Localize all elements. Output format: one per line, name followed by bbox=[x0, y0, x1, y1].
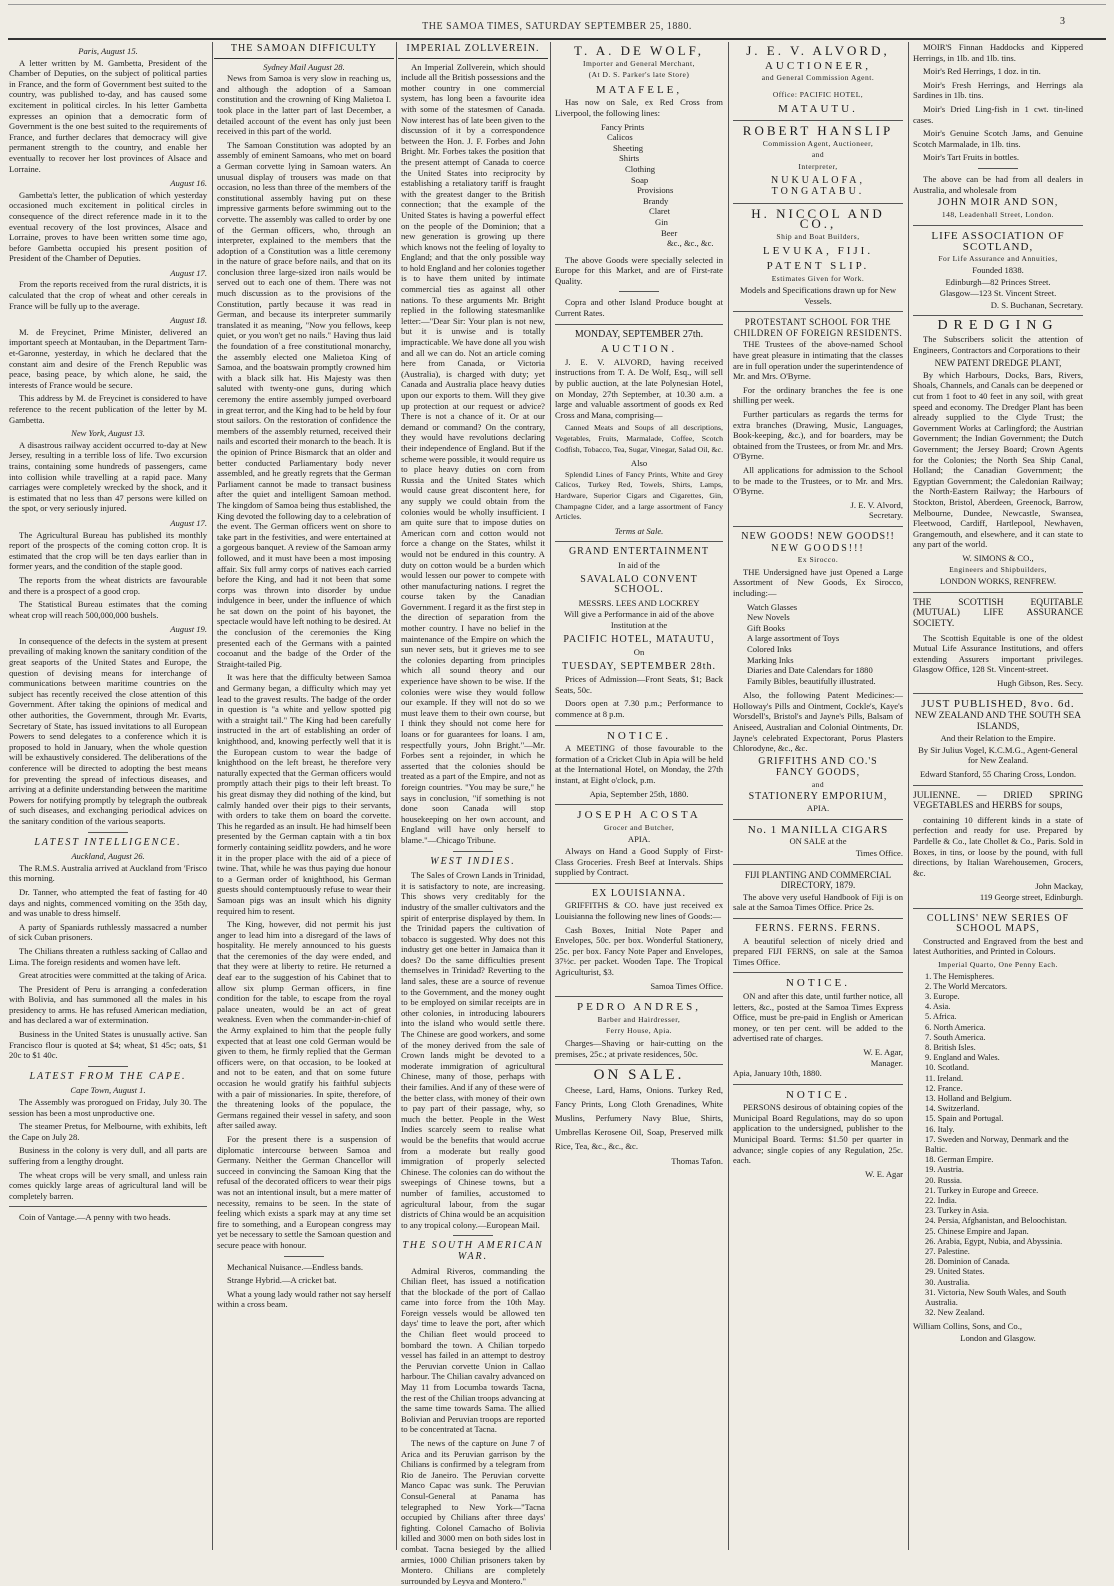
ad-text: Charges—Shaving or hair-cutting on the premises, 25c.; at private residences, 50c. bbox=[555, 1037, 723, 1059]
ad-text: J. E. V. ALVORD, having received instructions from T. A. De Wolf, Esq., will sell by public auction, at the late Polynesian Hotel, on Monday, 27th September, at 10.30 a.m. a large and valuable assortment of goods ex Red Cross and Mana, comprising— bbox=[555, 356, 723, 420]
news-paragraph: The R.M.S. Australia arrived at Auckland from 'Frisco this morning. bbox=[9, 862, 207, 884]
divider bbox=[619, 291, 659, 292]
news-paragraph: Gambetta's letter, the publication of which yesterday occasioned much excitement in political circles in consequence of the direct reference made in it to the eventual recovery of the lost provinces, Alsace and Lorraine, proves to have been written some time ago, before Gambetta occupied his present position of President of the Chamber of Deputies. bbox=[9, 189, 207, 264]
ad-text: By Sir Julius Vogel, K.C.M.G., Agent-General for New Zealand. bbox=[918, 744, 1078, 766]
ad-title: T. A. DE WOLF, bbox=[573, 43, 705, 58]
ad-place: NUKUALOFA, TONGATABU. bbox=[771, 175, 865, 197]
list-item: 32. New Zealand. bbox=[925, 1308, 985, 1318]
ad-signature: W. SIMONS & CO., bbox=[962, 552, 1034, 563]
ad-subtitle: Estimates Given for Work. bbox=[771, 273, 865, 283]
ad-signature: W. E. Agar bbox=[865, 1168, 903, 1179]
ad-subtitle: and bbox=[811, 780, 825, 790]
list-item: 27. Palestine. bbox=[925, 1247, 970, 1257]
ad-text: Models and Specifications drawn up for New Vessels. bbox=[739, 285, 897, 306]
ad-title: H. NICCOL AND CO., bbox=[751, 205, 885, 232]
ad-title: JOHN MOIR AND SON, bbox=[937, 197, 1059, 209]
divider bbox=[733, 819, 903, 820]
divider bbox=[555, 324, 723, 325]
list-item: New Novels bbox=[747, 612, 790, 623]
ad-subtitle: and bbox=[811, 150, 825, 160]
ad-text: Founded 1838. bbox=[972, 265, 1024, 276]
divider bbox=[733, 864, 903, 865]
ad-text: Also, the following Patent Medicines:—Holloway's Pills and Ointment, Cockle's, Kaye's Worsdell's, Bristol's and Jayne's Pills, Balsam of Aniseed, Australian and Colonial Ointments, Dr. Jayne's celebrated Expectorant, Porus Plasters Chlorodyne, &c., &c. bbox=[733, 690, 903, 754]
list-item: 10. Scotland. bbox=[925, 1063, 969, 1073]
ad-text: Always on Hand a Good Supply of First-Class Groceries. Fresh Beef at Intervals. Ships supplied by Contract. bbox=[555, 846, 723, 878]
goods-list bbox=[733, 602, 903, 687]
ad-title: JUST PUBLISHED, 8vo. 6d. bbox=[921, 698, 1075, 711]
ad-title: COLLINS' NEW SERIES OF SCHOOL MAPS, bbox=[926, 912, 1070, 935]
section-heading: LATEST INTELLIGENCE. bbox=[34, 836, 182, 848]
divider bbox=[733, 918, 903, 919]
list-item: 19. Austria. bbox=[925, 1165, 964, 1175]
column-1 bbox=[6, 42, 210, 1550]
ad-text: Has now on Sale, ex Red Cross from Liverpool, the following lines: bbox=[555, 97, 723, 118]
ad-title: STATIONERY EMPORIUM, bbox=[748, 790, 888, 802]
list-item: 30. Australia. bbox=[925, 1277, 970, 1287]
ad-title: GRAND ENTERTAINMENT bbox=[568, 546, 710, 558]
ad-text: A beautiful selection of nicely dried and prepared FIJI FERNS, on sale at the Samoa Times Office. bbox=[733, 935, 903, 967]
ad-title: NEW GOODS! NEW GOODS!! bbox=[741, 530, 895, 542]
section-heading: LATEST FROM THE CAPE. bbox=[29, 1070, 187, 1082]
ad-text: On bbox=[633, 647, 645, 658]
ad-place: Ferry House, Apia. bbox=[605, 1026, 673, 1036]
ad-text: MOIR'S Finnan Haddocks and Kippered Herrings, in 1lb. and 1lb. tins. bbox=[913, 42, 1083, 63]
ad-signature: William Collins, Sons, and Co., bbox=[913, 1321, 1022, 1332]
ad-text: The above very useful Handbook of Fiji is on sale at the Samoa Times Office. Price 2s. bbox=[733, 891, 903, 913]
list-item: Beer bbox=[661, 227, 678, 238]
news-paragraph: Coin of Vantage.—A penny with two heads. bbox=[19, 1212, 171, 1223]
ad-address: LONDON WORKS, RENFREW. bbox=[939, 576, 1057, 587]
ad-signature: W. E. Agar, bbox=[863, 1046, 903, 1057]
section-heading: WEST INDIES. bbox=[430, 855, 516, 867]
ad-text: Moir's Fresh Herrings, and Herrings ala Sardines in 1lb. tins. bbox=[913, 79, 1083, 101]
ad-text: Moir's Red Herrings, 1 doz. in tin. bbox=[923, 66, 1041, 77]
ad-date: MONDAY, SEPTEMBER 27th. bbox=[574, 328, 704, 340]
news-paragraph: A party of Spaniards ruthlessly massacred a number of sick Cuban prisoners. bbox=[9, 921, 207, 943]
ad-title: AUCTION. bbox=[600, 343, 678, 356]
ad-office: Office: PACIFIC HOTEL, bbox=[772, 89, 864, 99]
ad-text: Further particulars as regards the terms for extra branches (Drawing, Music, Languages, Book-keeping, &c.), and for boarders, may be obtained from the Trustees, or from Mr. and Mrs. O'Byrne. bbox=[733, 409, 903, 462]
dateline: Cape Town, August 1. bbox=[70, 1085, 146, 1096]
ad-terms: Terms at Sale. bbox=[614, 525, 664, 536]
list-item: Soap bbox=[631, 174, 649, 185]
ad-text: Will give a Performance in aid of the above Institution at the bbox=[564, 609, 714, 630]
list-item: 23. Turkey in Asia. bbox=[925, 1206, 989, 1216]
list-item: 29. United States. bbox=[925, 1267, 985, 1277]
ad-signature: Manager. bbox=[870, 1057, 903, 1068]
divider bbox=[733, 526, 903, 527]
column-rule bbox=[728, 42, 729, 1550]
news-paragraph: In consequence of the defects in the system at present prevailing of making known the sanitary condition of the great seaports of the United States and Europe, the question of devising means for interchange of communications between maritime countries on the subject has recently received the close attention of this Government. After taking the opinions of medical and other authorities, the Government, through Mr. Evarts, Secretary of State, has issued invitations to all European Powers to send delegates to a conference which it is proposed to hold in January, when the whole question will be exhaustively considered. The deliberations of the conference will be directed to adopting the best means for preventing the spread of infectious diseases, and arriving at a definite understanding between the maritime Powers for notifying promptly by telegraph the outbreak of such diseases, and exchanging periodical advices on the sanitary condition of the various seaports. bbox=[9, 635, 207, 826]
ad-address: 148, Leadenhall Street, London. bbox=[941, 209, 1055, 219]
list-item: Gin bbox=[655, 216, 668, 227]
divider bbox=[913, 225, 1083, 226]
list-item: Provisions bbox=[637, 185, 674, 196]
dateline: Paris, August 15. bbox=[78, 46, 138, 56]
ad-text: Cheese, Lard, Hams, Onions. Turkey Red, Fancy Prints, Long Cloth Grenadines, White Muslins, Perfumery Navy Blue, Shirts, Umbrellas Kerosene Oil, Soap, Preserved milk Rice, Tea, &c., &c., &c. bbox=[555, 1084, 723, 1151]
news-paragraph: The steamer Pretus, for Melbourne, with exhibits, left the Cape on July 28. bbox=[9, 1121, 207, 1142]
ad-text: Prices of Admission—Front Seats, $1; Back Seats, 50c. bbox=[555, 674, 723, 695]
news-paragraph: A letter written by M. Gambetta, President of the Chamber of Deputies, on the subject of political parties in France, and the form of Government best suited to the country, was published to-day, and has caused some excitement in political circles. In his letter Gambetta expresses an opinion that a democratic form of Government is the one best suited to the requirements of France, and further declares that democracy will give permanent strength to the country, and enable her eventually to recover her lost provinces of Alsace and Lorraine. bbox=[9, 57, 207, 174]
list-item: Sheeting bbox=[613, 142, 644, 153]
divider bbox=[88, 1066, 128, 1067]
divider bbox=[88, 832, 128, 833]
ad-title: JOSEPH ACOSTA bbox=[577, 809, 701, 822]
list-item: Brandy bbox=[643, 195, 669, 206]
divider bbox=[555, 804, 723, 805]
ad-text: ON and after this date, until further notice, all letters, &c., posted at the Samoa Times Express Office, must be pre-paid in English or American money, or ten per cent. will be added to the advertised rate of charges. bbox=[733, 990, 903, 1044]
divider bbox=[733, 311, 903, 312]
ad-title: PROTESTANT SCHOOL FOR THE CHILDREN OF FOREIGN RESIDENTS. bbox=[733, 317, 903, 338]
ad-title: GRIFFITHS AND CO.'S bbox=[758, 755, 878, 767]
ad-title: FIJI PLANTING AND COMMERCIAL DIRECTORY, 1879. bbox=[744, 869, 892, 891]
dateline: Sydney Mail August 28. bbox=[263, 61, 345, 72]
news-paragraph: Business in the colony is very dull, and all parts are suffering from a lengthy drought. bbox=[9, 1145, 207, 1166]
ad-subtitle: Interpreter, bbox=[798, 161, 838, 171]
news-paragraph: An Imperial Zollverein, which should include all the British possessions and the mother country in one commercial system, has long been a favourite idea with some of the statesmen of Canada. Now interest has of late been given to the discussion of it by a correspondence between the Hon. J. F. Forbes and John Bright. Mr. Forbes takes the position that the present attempt of Canada to coerce the United States into reciprocity by establishing a retaliatory tariff is fraught with the greatest danger to the British connection; that the example of the United States is having a powerful effect on the people of the Dominion; that a new generation is growing up there which knows not the feeling of loyalty to England; and that the only possible way to hold England and her colonies together is to have them united by intimate commercial ties as against all other nations. To these arguments Mr. Bright replied in the following statesmanlike letter:—"Dear Sir: Your plan is not new, but it is unwise and is totally impracticable. We have done all you wish and all we can do. Not an article coming here from Canada, or Victoria (Australia), is charged with duty; yet Canada and Australia place heavy duties upon our exports to them. Will they give up protection at our request or advice? There is not a chance of it. Or at our demand or command? On the contrary, they would have revolutions declaring their independence of England. But if the scheme were possible, it would require us to place heavy duties on corn from Russia and the United States which would cause great discontent here, for any supply we could obtain from the colonies would be wholly insufficient. I am quite sure that to impose duties on American corn and cotton would not force a change on the States, whilst it would not be endured in this country. A duty on cotton would be a burden which would lessen our power to compete with other manufacturing nations. I regret the course taken by the Canadian Government. I regard it as the first step in the direction of separation from the mother country. I have no belief in the maintenance of the Empire on which the sun never sets, but it grieves me to see the colonies departing from principles which all sound theory and our experience have shown to be wise. If the colonies were wise they would follow our example. If they will not do so we must leave them to their own course, but I think they should not come here for loans or for guarantees for loans. I am, respectfully yours, John Bright."—Mr. Forbes sent a rejoinder, in which he asserted that the colonies should be treated as a part of the Empire, and not as foreign countries. "You may be sure," he says in conclusion, "if something is not done soon Canada will stop housekeeping on her own account, and England will have only herself to blame."—Chicago Tribune. bbox=[401, 61, 545, 845]
list-item: 28. Dominion of Canada. bbox=[925, 1257, 1010, 1267]
news-paragraph: Business in the United States is unusually active. San Francisco flour is quoted at $4; wheat, $1 45c; oats, $1 20c to $1 40c. bbox=[9, 1029, 207, 1061]
divider bbox=[555, 996, 723, 997]
column-6 bbox=[910, 42, 1086, 1550]
ad-text: Copra and other Island Produce bought at Current Rates. bbox=[555, 297, 723, 319]
ad-text: MESSRS. LEES AND LOCKREY bbox=[578, 597, 700, 608]
divider bbox=[9, 1206, 207, 1207]
list-item: 7. South America. bbox=[925, 1032, 986, 1042]
ad-subtitle: For Life Assurance and Annuities, bbox=[938, 253, 1058, 263]
ad-text: Cash Boxes, Initial Note Paper and Envelopes, 50c. per box. Wonderful Stationery, 25c. per box. Fancy Note Paper and Envelopes, 37½c. per packet. Wooden Tape. The Tropical Agriculturist, $3. bbox=[555, 924, 723, 977]
news-paragraph: Admiral Riveros, commanding the Chilian fleet, has issued a notification that the blockade of the port of Callao came into force from the 10th May. Foreign vessels would be allowed ten days' time to leave the port, after which the Chilian fleet would proceed to bombard the town. A Chilian torpedo vessel has failed in an attempt to destroy the Peruvian corvette Union in Callao harbour. The Chilian cavalry advanced on May 11 from Locumba towards Tacna, the rest of the Chilian troops advancing at the same time towards Sama. The allied Bolivian and Peruvian troops are reported to be concentrated at Tacna. bbox=[401, 1265, 545, 1435]
news-paragraph: The news of the capture on June 7 of Arica and its Peruvian garrison by the Chilians is confirmed by a telegram from Rio de Janeiro. The Peruvian corvette Manco Capac was sunk. The Peruvian Consul-General at Panama has telegraphed to New York—"Tacna occupied by Chilians after three days' fighting. Colonel Camacho of Bolivia killed and 3000 men on both sides lost in combat. Tacna besieged by the allied armies, 1000 Chilian prisoners taken by Montero. Chilians are completely surrounded by Leyva and Montero." bbox=[401, 1438, 545, 1586]
dateline: Auckland, August 26. bbox=[71, 851, 145, 862]
section-heading: IMPERIAL ZOLLVEREIN. bbox=[398, 42, 548, 59]
masthead-title: THE SAMOA TIMES, SATURDAY SEPTEMBER 25, 1880. bbox=[422, 21, 692, 32]
ad-signature: J. E. V. Alvord, bbox=[850, 499, 903, 510]
list-item: 4. Asia. bbox=[925, 1002, 951, 1012]
news-paragraph: This address by M. de Freycinet is considered to have reference to the recent publication of the letter by M. Gambetta. bbox=[9, 393, 207, 425]
ad-text: Canned Meats and Soups of all descriptions, Vegetables, Fruits, Marmalade, Coffee, Scotch Codfish, Tobacco, Tea, Sugar, Vinegar, Salad Oil, &c. bbox=[555, 423, 724, 454]
ad-title: EX LOUISIANNA. bbox=[592, 887, 686, 899]
list-item: 24. Persia, Afghanistan, and Beloochistan. bbox=[925, 1216, 1067, 1226]
ad-title: J. E. V. ALVORD, bbox=[746, 43, 890, 58]
ad-place: MATAFELE, bbox=[595, 83, 683, 96]
list-item: Watch Glasses bbox=[747, 601, 798, 612]
column-rule bbox=[908, 42, 909, 1550]
ad-title: No. 1 MANILLA CIGARS bbox=[747, 823, 889, 836]
list-item: 21. Turkey in Europe and Greece. bbox=[925, 1185, 1039, 1195]
ad-title: FERNS. FERNS. FERNS. bbox=[755, 922, 881, 934]
ad-place: APIA. bbox=[806, 803, 830, 814]
ad-signature: Edward Stanford, 55 Charing Cross, London. bbox=[919, 769, 1077, 780]
ad-date: Apia, September 25th, 1880. bbox=[589, 788, 689, 799]
ad-subtitle: Barber and Hairdresser, bbox=[597, 1014, 681, 1024]
list-item: 1. The Hemispheres. bbox=[925, 971, 995, 981]
ad-text: Also bbox=[630, 458, 648, 469]
dateline: August 16. bbox=[170, 178, 207, 189]
section-heading: THE SOUTH AMERICAN WAR. bbox=[402, 1240, 544, 1262]
ad-subtitle: Ship and Boat Builders, bbox=[776, 231, 860, 241]
ad-text: The above can be had from all dealers in Australia, and wholesale from bbox=[913, 173, 1083, 195]
masthead-rule bbox=[8, 38, 1106, 40]
ad-text: Splendid Lines of Fancy Prints, White and Grey Calicos, Turkey Red, Towels, Shirts, Lamps, Hardware, Superior Cigars and Cigarettes, Gin, Champagne Cider, and a large assortment of Fancy Articles. bbox=[555, 469, 723, 522]
ad-title: NEW GOODS!!! bbox=[771, 542, 865, 554]
dateline: August 19. bbox=[170, 624, 207, 635]
divider bbox=[733, 203, 903, 204]
list-item: 13. Holland and Belgium. bbox=[925, 1093, 1012, 1103]
ad-text: In aid of the bbox=[618, 559, 660, 570]
ad-place: LEVUKA, FIJI. bbox=[762, 245, 874, 258]
news-paragraph: The President of Peru is arranging a confederation with Bolivia, and has summoned all the males in his presidency to arms. He has refused American mediation, and has declared a war of extermination. bbox=[9, 983, 207, 1026]
ad-signature: Secretary. bbox=[868, 510, 903, 521]
ad-subtitle: Grocer and Butcher, bbox=[603, 822, 675, 832]
list-item: Fancy Prints bbox=[601, 121, 645, 132]
divider bbox=[913, 785, 1083, 786]
ad-text: GRIFFITHS & CO. have just received ex Louisianna the following new lines of Goods:— bbox=[555, 900, 723, 921]
ad-title: LIFE ASSOCIATION OF SCOTLAND, bbox=[931, 230, 1065, 253]
list-item: 15. Spain and Portugal. bbox=[925, 1114, 1004, 1124]
divider bbox=[978, 168, 1018, 169]
list-item: 8. British Isles. bbox=[925, 1042, 976, 1052]
news-paragraph: Dr. Tanner, who attempted the feat of fasting for 40 days and nights, commenced vomiting on the 35th day, and was unable to dress himself. bbox=[9, 886, 207, 919]
list-item: 9. England and Wales. bbox=[925, 1053, 1000, 1063]
divider bbox=[913, 908, 1083, 909]
ad-text: Moir's Genuine Scotch Jams, and Genuine Scotch Marmalade, in 1lb. tins. bbox=[913, 128, 1083, 149]
section-heading: THE SAMOAN DIFFICULTY bbox=[214, 42, 394, 59]
list-item: 20. Russia. bbox=[925, 1175, 962, 1185]
list-item: 5. Africa. bbox=[925, 1012, 957, 1022]
divider bbox=[453, 851, 493, 852]
news-paragraph: A disastrous railway accident occurred to-day at New Jersey, resulting in a terrible loss of life. Two excursion trains, containing some hundreds of passengers, came into collision while travelling at a rapid pace. Many carriages were completely wrecked by the shock, and it is estimated that no less than 47 persons were killed on the spot, or very seriously injured. bbox=[9, 439, 207, 514]
ad-signature: Samoa Times Office. bbox=[650, 980, 723, 991]
goods-list bbox=[555, 122, 723, 249]
list-item: Colored Inks bbox=[747, 643, 792, 654]
news-paragraph: It was here that the difficulty between Samoa and Germany began, a difficulty which may yet lead to the gravest results. The badge of the order in question is "a white and yellow spotted pig with a straight tail." The King had been carefully instructed in the art of establishing an order of knighthood, and, knowing perfectly well that it is the European custom to wear the badge of knighthood on the left breast, he therefore very naturally expected that the German officers would promptly attach their pigs to their left breast. To his great dismay they did nothing of the kind, but calmly handed over their pigs to their servants, with orders to take them on board the corvette. This he regarded as an insult. He had himself been presented by the German captain with a tin box formerly containing seidlitz powders, and he wore it in the proper place with the aid of a piece of twine. That, while he was thus paying due honour to a German order of knighthood, his German guests should contemptuously refuse to wear their Samoan pigs was an insult which his dignity required him to resent. bbox=[217, 672, 391, 916]
ad-subtitle: and General Commission Agent. bbox=[761, 73, 875, 83]
list-item: 31. Victoria, New South Wales, and South Australia. bbox=[925, 1287, 1067, 1308]
list-item: A large assortment of Toys bbox=[747, 633, 840, 644]
list-item: 6. North America. bbox=[925, 1022, 986, 1032]
divider bbox=[555, 1064, 723, 1065]
ad-address: London and Glasgow. bbox=[960, 1333, 1036, 1344]
news-paragraph: Strange Hybrid.—A cricket bat. bbox=[227, 1275, 337, 1286]
ad-text: THE Trustees of the above-named School have great pleasure in intimating that the classes are in full operation under the superintendence of Mr. and Mrs. O'Byrne. bbox=[733, 339, 903, 382]
divider bbox=[913, 592, 1083, 593]
ad-place: APIA. bbox=[627, 834, 651, 845]
list-item: 2. The World Mercators. bbox=[925, 981, 1008, 991]
news-paragraph: Mechanical Nuisance.—Endless bands. bbox=[227, 1261, 364, 1272]
dateline: August 17. bbox=[170, 517, 207, 528]
ad-address: Glasgow—123 St. Vincent Street. bbox=[939, 288, 1057, 299]
ad-text: Moir's Tart Fruits in bottles. bbox=[923, 152, 1020, 163]
list-item: Clothing bbox=[625, 163, 656, 174]
ad-text: THE Undersigned have just Opened a Large Assortment of New Goods, Ex Sirocco, including:— bbox=[733, 566, 903, 598]
ad-text: By which Harbours, Docks, Bars, Rivers, Shoals, Channels, and Canals can be deepened or cut from 1 foot to 40 feet in any soil, with great speed and economy. The Dredger Plant has been already supplied to the Clyde Trust; the Government Works at Carlingford; the Austrian Government; the Indian Government; the Dutch Government; the Jersey Board; Crown Agents for the Colonies; the North Sea Ship Canal, Holland; the Canadian Government; the Egyptian Government; the Caledonian Railway; the North-Eastern Railway; the Harbours of Stockton, Bristol, Aberdeen, Greenock, Barrow, Melbourne, Dundee, Newcastle, Swansea, Fleetwood, Cardiff, Hartlepool, Newhaven, Grangemouth, and elsewhere, and it can state to any part of the world. bbox=[913, 369, 1083, 550]
ad-title: FANCY GOODS, bbox=[775, 767, 861, 779]
list-item: Calicos bbox=[607, 132, 633, 143]
list-item: 18. German Empire. bbox=[925, 1155, 994, 1165]
ad-address: Edinburgh—82 Princes Street. bbox=[945, 276, 1051, 287]
ad-text: A MEETING of those favourable to the formation of a Cricket Club in Apia will be held at the International Hotel, on Monday, the 27th instant, at Eight o'clock, p.m. bbox=[555, 743, 723, 786]
news-paragraph: The Agricultural Bureau has published its monthly report of the prospects of the coming cotton crop. It is estimated that the crop will be ten days earlier than in former years, and the condition of the staple good. bbox=[9, 529, 207, 572]
column-rule bbox=[396, 42, 397, 1550]
divider bbox=[733, 972, 903, 973]
ad-signature: D. S. Buchanan, Secretary. bbox=[990, 299, 1083, 310]
news-paragraph: The Chilians threaten a ruthless sacking of Callao and Lima. The foreign residents and women have left. bbox=[9, 945, 207, 967]
news-paragraph: The reports from the wheat districts are favourable and there is a prospect of a good crop. bbox=[9, 574, 207, 596]
list-item: Claret bbox=[649, 206, 670, 217]
column-rule bbox=[550, 42, 551, 1550]
divider bbox=[913, 693, 1083, 694]
dateline: New York, August 13. bbox=[71, 428, 145, 439]
news-paragraph: The Assembly was prorogued on Friday, July 30. The session has been a most unproductive one. bbox=[9, 1097, 207, 1118]
ad-text: Doors open at 7.30 p.m.; Performance to commence at 8 p.m. bbox=[555, 698, 723, 720]
list-item: 14. Switzerland. bbox=[925, 1104, 980, 1114]
list-item: 12. France. bbox=[925, 1083, 963, 1093]
ad-subtitle: Commission Agent, Auctioneer, bbox=[762, 138, 874, 148]
ad-text: For the ordinary branches the fee is one shilling per week. bbox=[733, 384, 903, 406]
ad-text: ON SALE at the bbox=[789, 836, 847, 847]
column-4 bbox=[552, 42, 726, 1550]
ad-subtitle: Imperial Quarto, One Penny Each. bbox=[938, 959, 1058, 969]
list-item: Gift Books bbox=[747, 622, 785, 633]
ad-text: PERSONS desirous of obtaining copies of the Municipal Board Regulations, may do so upon application to the undersigned, publisher to the Municipal Board. Terms: $1.50 per quarter in advance; single copies of any Regulation, 25c. each. bbox=[733, 1102, 903, 1166]
list-item: 16. Italy. bbox=[925, 1124, 955, 1134]
news-paragraph: The Statistical Bureau estimates that the coming wheat crop will reach 500,000,000 bushels. bbox=[9, 599, 207, 620]
news-paragraph: M. de Freycinet, Prime Minister, delivered an important speech at Montauban, in the Department Tarn-et-Garonne, yesterday, in which he declared that the constant aim and desire of the French Republic was peace, basing peace, by which alone, he said, the interests of France would be secure. bbox=[9, 326, 207, 390]
dateline: August 17. bbox=[170, 267, 207, 278]
ad-signature: John Mackay, bbox=[1035, 881, 1083, 892]
column-5 bbox=[730, 42, 906, 1550]
ad-place: Times Office. bbox=[855, 848, 903, 858]
news-paragraph: For the present there is a suspension of diplomatic intercourse between Samoa and Germany. Neither the German Chancellor will succeed in convincing the Samoan King that the refusal of the decorated officers to wear their pigs was not an intentional insult, but a mere matter of necessity, remains to be seen. In the state of feeling which exists a spark may at any time set fire to something, and a European congress may yet be necessary to settle the Samoan question and secure peace with honour. bbox=[217, 1133, 391, 1250]
ad-title: DREDGING bbox=[937, 318, 1059, 334]
list-item: Family Bibles, beautifully illustrated. bbox=[747, 675, 876, 686]
ad-text: containing 10 different kinds in a state of perfection and ready for use. Prepared by Pardelle & Co., late Chollet & Co., Paris. Sold in Boxes, in tins, or loose by the pound, with full directions, by Italian Warehousemen, Grocers, &c. bbox=[913, 814, 1083, 878]
ad-subtitle: NEW PATENT DREDGE PLANT, bbox=[934, 358, 1062, 369]
list-item: 17. Sweden and Norway, Denmark and the Baltic. bbox=[925, 1134, 1069, 1154]
divider bbox=[453, 1235, 493, 1236]
news-paragraph: Great atrocities were committed at the taking of Arica. bbox=[19, 970, 207, 981]
ad-date: TUESDAY, SEPTEMBER 28th. bbox=[561, 660, 717, 672]
ad-title: ROBERT HANSLIP bbox=[742, 122, 894, 138]
masthead bbox=[0, 0, 1114, 30]
column-rule bbox=[212, 42, 213, 1550]
list-item: 26. Arabia, Egypt, Nubia, and Abyssinia. bbox=[925, 1236, 1063, 1246]
divider bbox=[733, 120, 903, 121]
ad-title: SAVALALO CONVENT SCHOOL. bbox=[580, 573, 698, 596]
ad-title: AUCTIONEER, bbox=[764, 59, 872, 72]
news-paragraph: The King, however, did not permit his just anger to lead him into a disregard of the laws of hospitality. He merely announced to his guests that the ceremonies of the day were ended, and that they were at liberty to retire. He returned a deaf ear to the suggestion of his Cabinet that to allow six plump German officers, in fine condition for the table, to escape from the royal palace uneaten, would be an act of great weakness. Even when the commander-in-chief of the Army explained to him that the people fully expected that at least one cold German would be given to them, he firmly replied that the German officers were, on that occasion, to be looked at and not to be eaten, and that on some future occasion he would gratify his faithful subjects with a pair of missionaries. In spite, therefore, of the threatening looks of the populace, the Germans regained their vessel in safety, and soon after sailed away. bbox=[217, 919, 391, 1131]
top-rule bbox=[8, 4, 1106, 5]
ad-subtitle: Importer and General Merchant, bbox=[582, 58, 696, 68]
list-item: 3. Europe. bbox=[925, 991, 960, 1001]
ad-subtitle: NEW ZEALAND AND THE SOUTH SEA ISLANDS, bbox=[914, 711, 1082, 732]
column-3 bbox=[398, 42, 548, 1586]
ad-subtitle: (At D. S. Parker's late Store) bbox=[588, 70, 690, 80]
dateline: August 18. bbox=[170, 315, 207, 326]
divider bbox=[913, 315, 1083, 316]
ad-text: And their Relation to the Empire. bbox=[940, 733, 1056, 744]
ad-title: NOTICE. bbox=[785, 1088, 851, 1101]
ad-address: 119 George street, Edinburgh. bbox=[979, 891, 1083, 902]
divider bbox=[555, 883, 723, 884]
ad-title: NOTICE. bbox=[785, 977, 851, 990]
ad-text: The Scottish Equitable is one of the oldest Mutual Life Assurance Institutions, and offers extending Assurers important privileges. Glasgow Office, 128 St. Vincent-street. bbox=[913, 632, 1083, 675]
list-item: 11. Ireland. bbox=[925, 1073, 964, 1083]
news-paragraph: What a young lady would rather not say herself within a cross beam. bbox=[217, 1288, 391, 1310]
page-number: 3 bbox=[1060, 16, 1065, 27]
list-item: Marking Inks bbox=[747, 654, 794, 665]
ad-title: JULIENNE. — DRIED SPRING VEGETABLES and HERBS for soups, bbox=[913, 790, 1083, 812]
ad-title: ON SALE. bbox=[593, 1067, 685, 1084]
ad-subtitle: Engineers and Shipbuilders, bbox=[949, 564, 1047, 574]
column-2 bbox=[214, 42, 394, 1550]
ad-text: The above Goods were specially selected in Europe for this Market, and are of First-rate Quality. bbox=[555, 254, 723, 286]
news-paragraph: News from Samoa is very slow in reaching us, and although the adoption of a Samoan constitution and the crowning of King Malietoa I. took place in the latter part of last December, a detailed account of the event has only just been received in this part of the world. bbox=[217, 73, 391, 137]
ad-place: PACIFIC HOTEL, MATAUTU, bbox=[563, 633, 715, 645]
ad-text: Constructed and Engraved from the best and latest Authorities, and Printed in Colours. bbox=[913, 935, 1083, 957]
list-item: &c., &c., &c. bbox=[667, 238, 714, 249]
ad-subtitle: Ex Sirocco. bbox=[797, 555, 839, 565]
ad-text: All applications for admission to the School to be made to the Trustees, or to Mr. and Mrs. O'Byrne. bbox=[733, 465, 903, 497]
divider bbox=[555, 541, 723, 542]
ad-signature: Thomas Tafon. bbox=[671, 1155, 723, 1166]
ad-date: Apia, January 10th, 1880. bbox=[733, 1068, 822, 1079]
ad-title: PATENT SLIP. bbox=[766, 259, 870, 272]
news-paragraph: The Sales of Crown Lands in Trinidad, it is satisfactory to note, are increasing. This shows very creditably for the industry of the smaller cultivators and the spirit of enterprise displayed by them. In the Trinidad papers the cultivation of tobacco is suggested. Why does not this industry get one better in Jamaica than it does? Do the same difficulties present themselves in Trinidad? Reverting to the land sales, these are a source of revenue to the Government, and the money ought to be employed on similar receipts are in other colonies, in introducing labourers into the island who would settle there. The Chinese are good workers, and some of the money derived from the sale of Crown lands might be devoted to a moderate immigration of agricultural Chinese, many of those, perhaps with their families. And if any of these were of the better class, with money of their own to pay part of their passage, why, so much the better. People in the West Indies scarcely seem to realise what would be the benefits that would accrue from a moderate but really good immigration of properly selected Chinese. The colonies can do without the sweepings of Chinese towns, but a number of families, accustomed to agricultural labour, from the sugar districts of China would be an acquisition to any tropical colony.—European Mail. bbox=[401, 870, 545, 1230]
ad-title: PEDRO ANDRES, bbox=[577, 1001, 701, 1014]
map-list bbox=[913, 972, 1083, 1319]
list-item: Diaries and Date Calendars for 1880 bbox=[747, 665, 873, 676]
ad-text: Moir's Dried Ling-fish in 1 cwt. tin-lined cases. bbox=[913, 103, 1083, 125]
ad-text: The Subscribers solicit the attention of Engineers, Contractors and Corporations to their bbox=[913, 334, 1083, 355]
ad-title: THE SCOTTISH EQUITABLE (MUTUAL) LIFE ASSURANCE SOCIETY. bbox=[913, 597, 1083, 629]
ad-place: MATAUTU. bbox=[778, 103, 858, 116]
divider bbox=[284, 1256, 324, 1257]
divider bbox=[733, 1084, 903, 1085]
list-item: 22. India. bbox=[925, 1196, 957, 1205]
news-paragraph: The Samoan Constitution was adopted by an assembly of eminent Samoans, who met on board a German corvette lying in Samoan waters. An unusual display of trousers was made on that occasion, no less than three of the members of the constitutional assembly having put on these impressive garments before swimming out to the corvette. The assembly was called to order by one of the German officers, who, through an interpreter, explained to the members that the adoption of a Constitution was a little ceremony in the nature of grace before nails, and that on its conclusion three large-sized iron nails would be served out to each one of them. There was not much discussion as to the provisions of the Constitution, partly because it was read in German, and because its interpreter summarily translated it as meaning, "Now you fellows, keep quiet, or you won't get no nails." Having thus laid the foundation of a free constitutional monarchy, the assembly elected one Malietoa King of Samoa, and the boatswain promptly crowned him with a black silk hat. His Majesty was then saluted with twenty-one guns, during which ceremony the entire assembly jumped overboard in great terror, and the King had to be held by four stout sailors. On the restoration of confidence the members of the assembly returned, received their nails and escorted their monarch to the beach. It is the opinion of Prince Bismarck that an older and better conducted Parliamentary body never assembled, and he greatly regrets that the German Parliament cannot be made to transact business after the quiet and intelligent Samoan method. The kingdom of Samoa being thus established, the King devoted the following day to a celebration of the event. The German officers went on shore to take part in the festivities, and were entertained at a gorgeous banquet. A review of the Samoan army followed, and it must have been a most imposing affair. Six full army corps of natives each carried before the King, and had it not been that some corps was thrown into disorder by undue indulgence in beer, under the influence of which he sat down on the point of his bayonet, the spectacle would have left nothing to be desired. At the conclusion of the ceremonies the King presented each of the Germans with a painted cocoanut and the badge of the Order of the Straight-tailed Pig. bbox=[217, 139, 391, 669]
list-item: 25. Chinese Empire and Japan. bbox=[925, 1226, 1029, 1236]
ad-title: NOTICE. bbox=[606, 729, 672, 742]
news-paragraph: The wheat crops will be very small, and unless rain comes quickly large areas of agricultural land will be completely barren. bbox=[9, 1169, 207, 1201]
list-item: Shirts bbox=[619, 153, 640, 164]
news-paragraph: From the reports received from the rural districts, it is calculated that the crop of wheat and other cereals in France will be fully up to the average. bbox=[9, 279, 207, 311]
ad-signature: Hugh Gibson, Res. Secy. bbox=[997, 677, 1083, 688]
divider bbox=[555, 725, 723, 726]
